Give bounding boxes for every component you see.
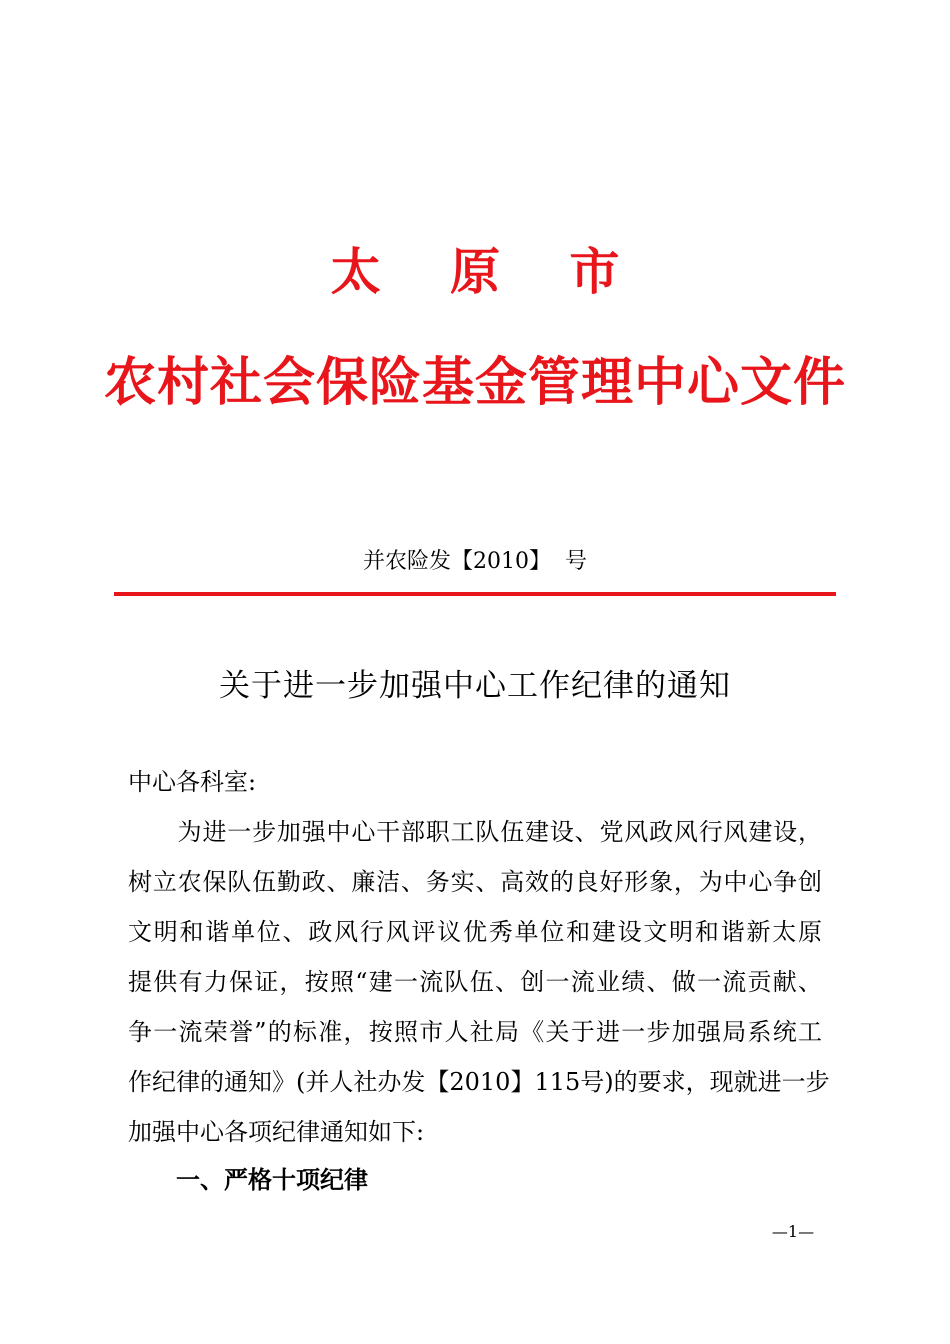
notice-subject-title: 关于进一步加强中心工作纪律的通知 xyxy=(219,668,731,704)
body-line: 文明和谐单位、政风行风评议优秀单位和建设文明和谐新太原 xyxy=(128,918,822,946)
salutation: 中心各科室: xyxy=(128,768,257,796)
body-line: 为进一步加强中心干部职工队伍建设、党风政风行风建设， xyxy=(128,818,822,846)
section-heading: 一、严格十项纪律 xyxy=(176,1166,368,1194)
body-line: 树立农保队伍勤政、廉洁、务实、高效的良好形象，为中心争创 xyxy=(128,868,822,896)
header-city: 太 原 市 xyxy=(330,243,646,301)
red-divider-line xyxy=(114,592,836,596)
body-line: 提供有力保证，按照“建一流队伍、创一流业绩、做一流贡献、 xyxy=(128,968,822,996)
body-line: 争一流荣誉”的标准，按照市人社局《关于进一步加强局系统工 xyxy=(128,1018,822,1046)
body-line: 作纪律的通知》(并人社办发【2010】115号)的要求，现就进一步 xyxy=(128,1068,830,1096)
header-agency-file: 农村社会保险基金管理中心文件 xyxy=(103,353,846,413)
page-number: —1— xyxy=(771,1222,815,1241)
body-line: 加强中心各项纪律通知如下: xyxy=(128,1118,425,1146)
document-number: 并农险发【2010】 号 xyxy=(363,549,587,574)
